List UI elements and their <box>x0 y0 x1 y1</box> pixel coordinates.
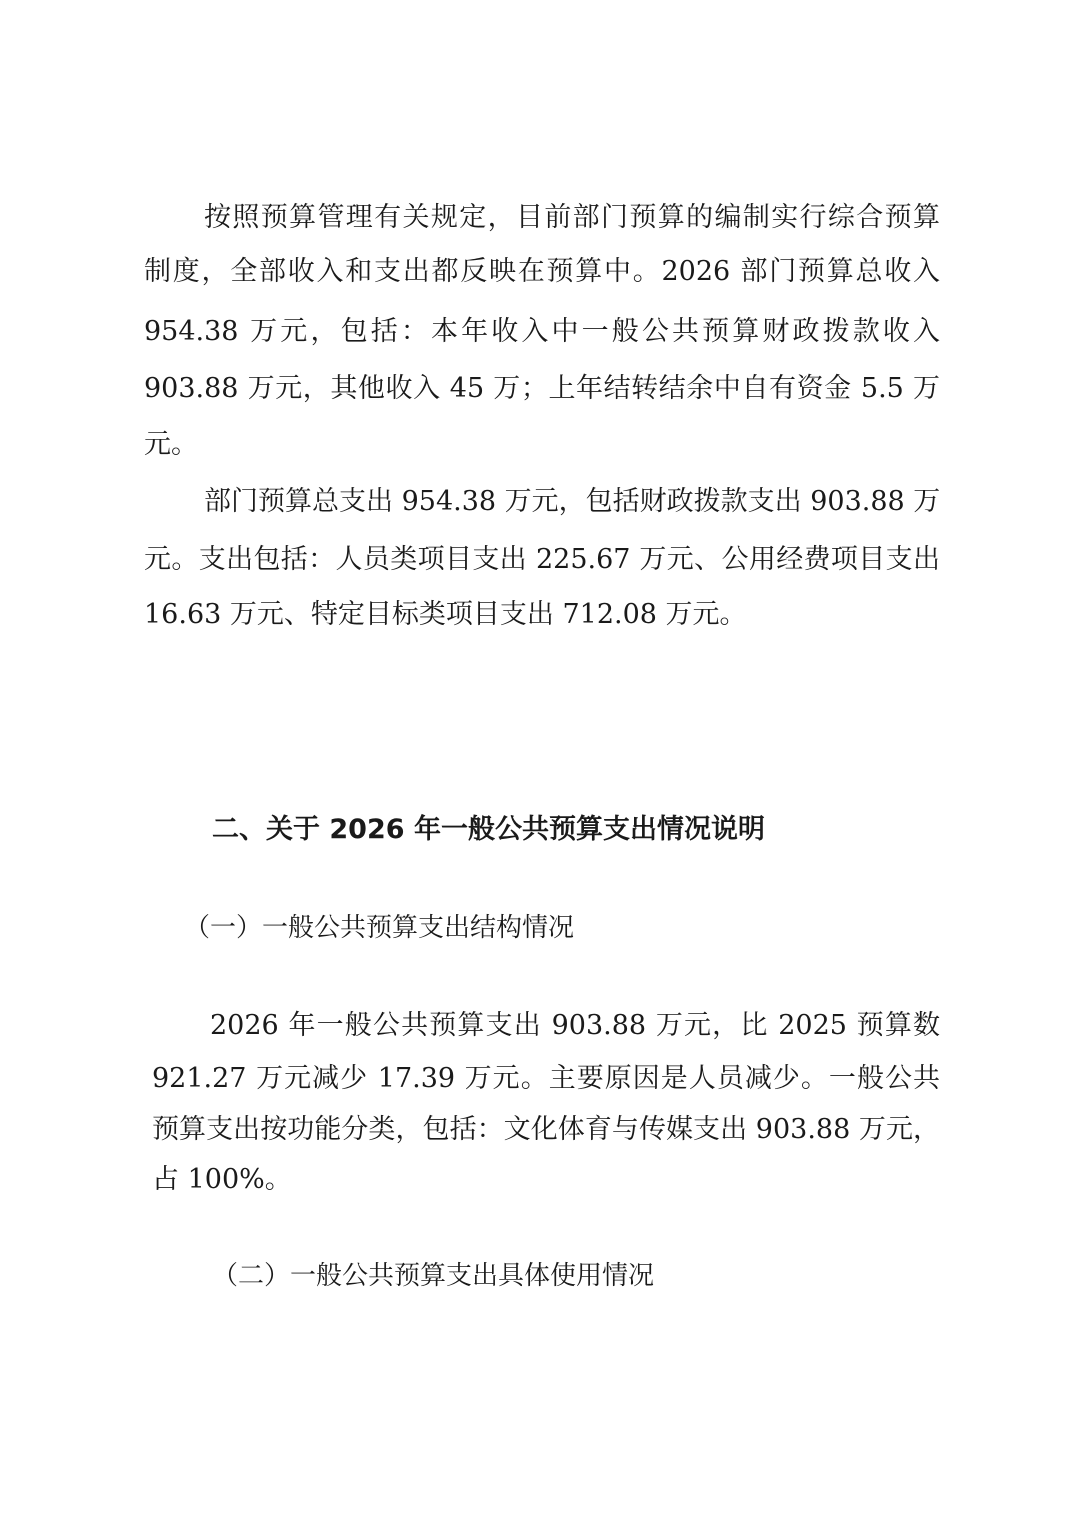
paragraph-line: 占 100%。 <box>152 1164 292 1195</box>
paragraph-line: 2026 年一般公共预算支出 903.88 万元，比 2025 预算数 <box>210 1010 940 1041</box>
paragraph-line: 制度，全部收入和支出都反映在预算中。2026 部门预算总收入 <box>144 256 940 287</box>
paragraph-line: 元。 <box>144 429 198 460</box>
section-heading: 二、关于 2026 年一般公共预算支出情况说明 <box>212 814 765 845</box>
paragraph-line: 按照预算管理有关规定，目前部门预算的编制实行综合预算 <box>204 202 940 233</box>
paragraph-line: 部门预算总支出 954.38 万元，包括财政拨款支出 903.88 万 <box>204 486 941 517</box>
paragraph-line: 954.38 万元，包括：本年收入中一般公共预算财政拨款收入 <box>144 316 940 347</box>
subsection-heading-usage: （二）一般公共预算支出具体使用情况 <box>212 1261 655 1291</box>
paragraph-line: 903.88 万元，其他收入 45 万；上年结转结余中自有资金 5.5 万 <box>144 373 940 404</box>
paragraph-line: 元。支出包括：人员类项目支出 225.67 万元、公用经费项目支出 <box>144 544 940 575</box>
paragraph-line: 预算支出按功能分类，包括：文化体育与传媒支出 903.88 万元， <box>152 1114 940 1145</box>
paragraph-line: 921.27 万元减少 17.39 万元。主要原因是人员减少。一般公共 <box>152 1063 940 1094</box>
paragraph-line: 16.63 万元、特定目标类项目支出 712.08 万元。 <box>144 599 747 630</box>
subsection-heading-structure: （一）一般公共预算支出结构情况 <box>184 913 575 943</box>
